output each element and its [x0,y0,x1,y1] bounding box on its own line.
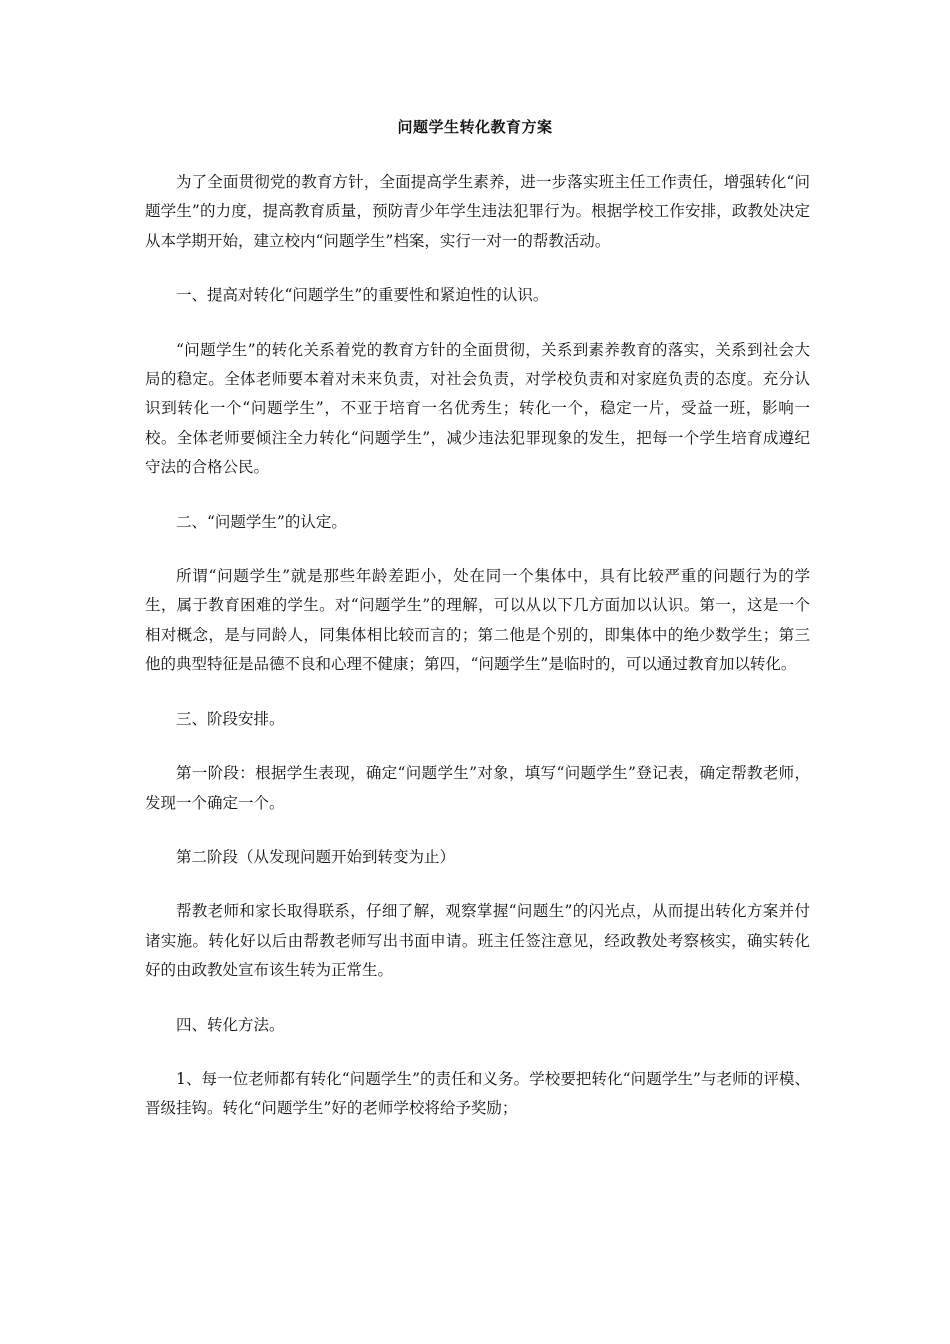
paragraph-importance: “问题学生”的转化关系着党的教育方针的全面贯彻，关系到素养教育的落实，关系到社会大局的稳定。全体老师要本着对未来负责，对社会负责，对学校负责和对家庭负责的态度。充分认识到转化一个“问题学生”，不亚于培育一名优秀生；转化一个，稳定一片，受益一班，影响一校。全体老师要倾注全力转化“问题学生”，减少违法犯罪现象的发生，把每一个学生培育成遵纪守法的合格公民。 [145,340,810,477]
section-heading-1: 一、提高对转化“问题学生”的重要性和紧迫性的认识。 [176,286,549,305]
paragraph-stage-2-heading: 第二阶段（从发现问题开始到转变为止） [176,847,456,866]
document-body [145,168,810,1149]
document-title: 问题学生转化教育方案 [397,118,553,136]
section-heading-3: 三、阶段安排。 [176,709,285,728]
paragraph-intro: 为了全面贯彻党的教育方针，全面提高学生素养，进一步落实班主任工作责任，增强转化“问题学生”的力度，提高教育质量，预防青少年学生违法犯罪行为。根据学校工作安排，政教处决定从本学期开始，建立校内“问题学生”档案，实行一对一的帮教活动。 [145,173,810,250]
paragraph-stage-2: 帮教老师和家长取得联系，仔细了解，观察掌握“问题生”的闪光点，从而提出转化方案并付诸实施。转化好以后由帮教老师写出书面申请。班主任签注意见，经政教处考察核实，确实转化好的由政教处宣布该生转为正常生。 [145,902,810,980]
section-heading-4: 四、转化方法。 [176,1015,285,1034]
paragraph-method-1: 1、每一位老师都有转化“问题学生”的责任和义务。学校要把转化“问题学生”与老师的评模、晋级挂钩。转化“问题学生”好的老师学校将给予奖励； [145,1069,810,1118]
paragraph-stage-1: 第一阶段：根据学生表现，确定“问题学生”对象，填写“问题学生”登记表，确定帮教老师，发现一个确定一个。 [145,764,810,812]
section-heading-2: 二、“问题学生”的认定。 [176,512,347,531]
paragraph-definition: 所谓“问题学生”就是那些年龄差距小，处在同一个集体中，具有比较严重的问题行为的学生，属于教育困难的学生。对“问题学生”的理解，可以从以下几方面加以认识。第一，这是一个相对概念，是与同龄人，同集体相比较而言的；第二他是个别的，即集体中的绝少数学生；第三他的典型特征是品德不良和心理不健康；第四，“问题学生”是临时的，可以通过教育加以转化。 [145,567,810,674]
